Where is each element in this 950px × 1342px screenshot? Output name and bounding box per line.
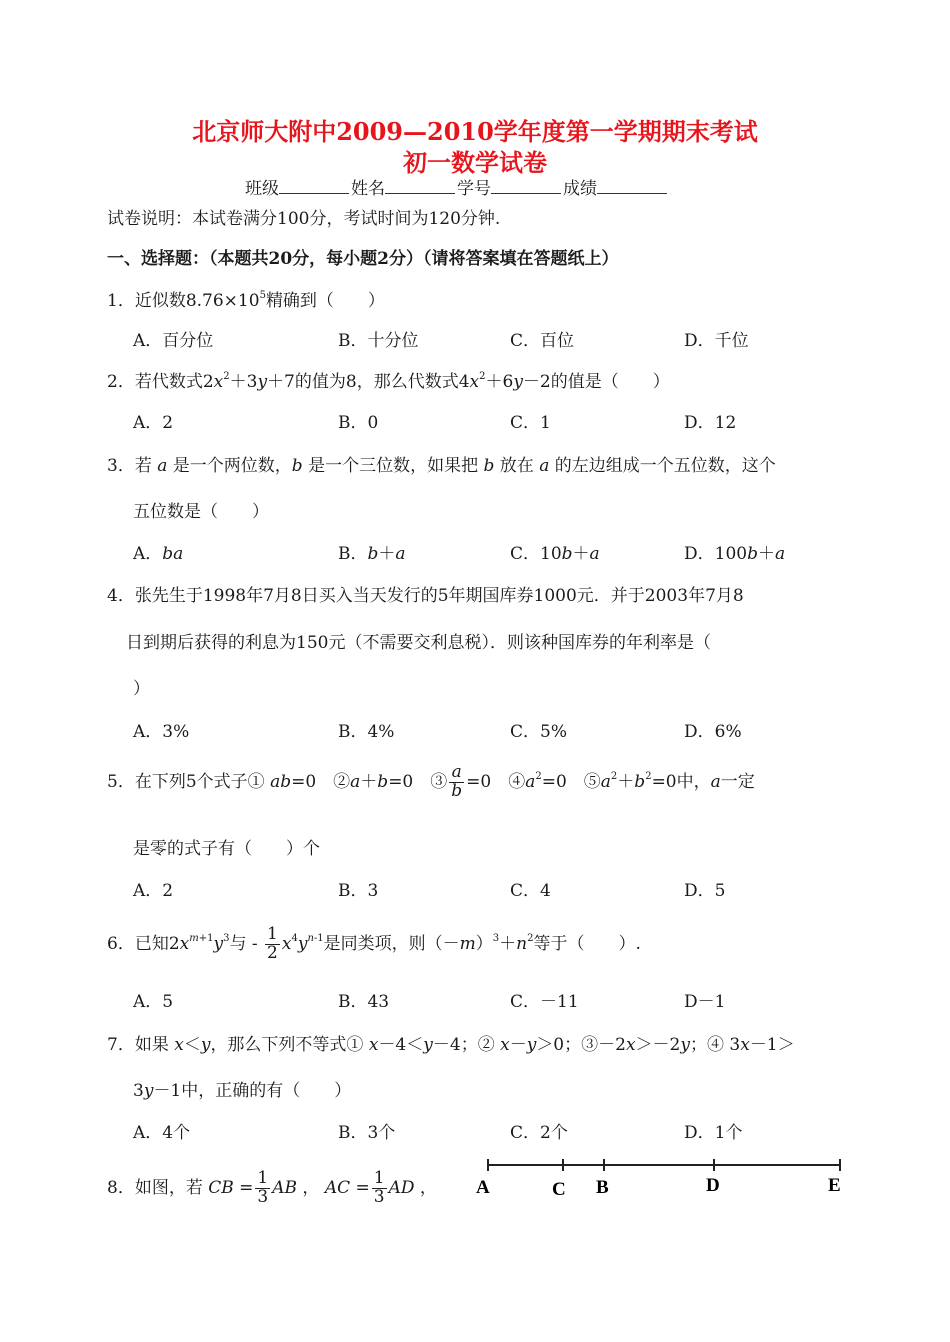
q7-option-d: D．1个 (684, 1123, 743, 1143)
q1-option-c: C．百位 (510, 331, 575, 351)
question-8: 8．如图，若 CB = $\frac{1}{3}$ AB ， AC = $\frac{1}{3}$ AD ， (107, 1168, 437, 1207)
segment-figure (470, 1155, 860, 1205)
question-text: 精确到（ ） (265, 291, 385, 311)
q4-option-d: D．6% (684, 722, 742, 742)
exponent: 5 (259, 290, 266, 301)
question-1 (107, 286, 385, 311)
q4-option-a: A．3% (133, 722, 190, 742)
question-text: 张先生于1998年7月8日买入当天发行的5年期国库券1000元．并于2003年7月8 (134, 586, 744, 606)
question-number: 6． (107, 933, 135, 954)
q4-option-c: C．5% (510, 722, 567, 742)
label-a: A (476, 1177, 490, 1198)
fraction-one-third: $\frac{1}{3}$ (373, 1168, 385, 1207)
label-c: C (552, 1179, 566, 1200)
question-4 (107, 581, 744, 606)
question-2: 2．若代数式$2x^2+3y+7$的值为8，那么代数式$4x^2+6y-2$的值是（ ） (107, 371, 670, 392)
q6-option-b: B．43 (338, 992, 390, 1012)
question-4-line2: 日到期后获得的利息为150元（不需要交利息税）．则该种国库券的年利率是（ (126, 633, 711, 653)
question-number: 7． (107, 1035, 135, 1055)
question-3: 3．若 a 是一个两位数，b 是一个三位数，如果把 b 放在 a 的左边组成一个五位数，这个 (107, 456, 776, 476)
q2-option-d: D．12 (684, 413, 737, 433)
fraction-one-half: $\frac{1}{2}$ (267, 924, 278, 963)
question-7-line2: 3y－1中，正确的有（ ） (133, 1081, 352, 1101)
label-d: D (706, 1175, 720, 1196)
q7-option-c: C．2个 (510, 1123, 568, 1143)
name-blank (385, 177, 455, 194)
q3-option-c: C．10b＋a (510, 544, 600, 564)
question-text: 如图，若 (134, 1177, 203, 1198)
question-3-line2: 五位数是（ ） (133, 502, 269, 522)
score-label: 成绩 (563, 179, 597, 199)
question-4-line3: ） (133, 679, 150, 699)
q1-option-b: B．十分位 (338, 331, 419, 351)
instructions: 试卷说明：本试卷满分100分，考试时间为120分钟. (107, 209, 501, 229)
q1-option-d: D．千位 (684, 331, 749, 351)
q3-option-a: A．ba (133, 544, 184, 564)
question-number: 5． (107, 771, 135, 792)
question-7: 7．如果 x＜y，那么下列不等式① x－4＜y－4；② x－y＞0；③－2x＞－2y；④ 3x－1＞ (107, 1035, 795, 1055)
q5-option-a: A．2 (133, 881, 174, 901)
score-blank (597, 177, 667, 194)
q5-option-b: B．3 (338, 881, 379, 901)
exam-title: 北京师大附中2009—2010学年度第一学期期末考试 (192, 117, 758, 146)
q4-option-b: B．4% (338, 722, 395, 742)
q6-option-c: C．－11 (510, 992, 579, 1012)
q3-option-d: D．100b＋a (684, 544, 786, 564)
question-number: 1． (107, 291, 135, 311)
question-number: 2． (107, 372, 135, 392)
name-label: 姓名 (351, 179, 385, 199)
q1-option-a: A．百分位 (133, 331, 214, 351)
q2-option-c: C．1 (510, 413, 551, 433)
class-label: 班级 (245, 179, 279, 199)
section-heading: 一、选择题：（本题共20分，每小题2分）（请将答案填在答题纸上） (107, 249, 619, 269)
label-b: B (596, 1177, 609, 1198)
student-info-line (245, 174, 669, 199)
question-text: 近似数8.76×10 (134, 291, 260, 311)
id-label: 学号 (457, 179, 491, 199)
q6-option-a: A．5 (133, 992, 174, 1012)
q3-option-b: B．b＋a (338, 544, 406, 564)
fraction-a-over-b: $\frac{a}{b}$ (451, 762, 463, 801)
question-6: 6．已知$2x^{m+1}y^3$与 - $\frac{1}{2}$ $x^4y^{n-1}$是同类项，则$(-m)^3+n^2$等于（ ）. (107, 924, 641, 963)
exam-subtitle: 初一数学试卷 (403, 148, 547, 177)
q6-option-d: D－1 (684, 992, 726, 1012)
question-number: 3． (107, 456, 135, 476)
question-number: 8． (107, 1177, 135, 1198)
fraction-one-third: $\frac{1}{3}$ (257, 1168, 269, 1207)
label-e: E (828, 1175, 841, 1196)
q2-option-a: A．2 (133, 413, 174, 433)
q5-option-d: D．5 (684, 881, 726, 901)
q7-option-b: B．3个 (338, 1123, 396, 1143)
question-number: 4． (107, 586, 135, 606)
q7-option-a: A．4个 (133, 1123, 191, 1143)
class-blank (279, 177, 349, 194)
q2-option-b: B．0 (338, 413, 379, 433)
question-5: 5．在下列5个式子① ab=0 ②a＋b=0 ③ $\frac{a}{b}$ =0 $④a^2=0$ $⑤a^2+b^2=0$中，a一定 (107, 762, 755, 801)
question-5-line2: 是零的式子有（ ）个 (133, 839, 320, 859)
id-blank (491, 177, 561, 194)
q5-option-c: C．4 (510, 881, 551, 901)
